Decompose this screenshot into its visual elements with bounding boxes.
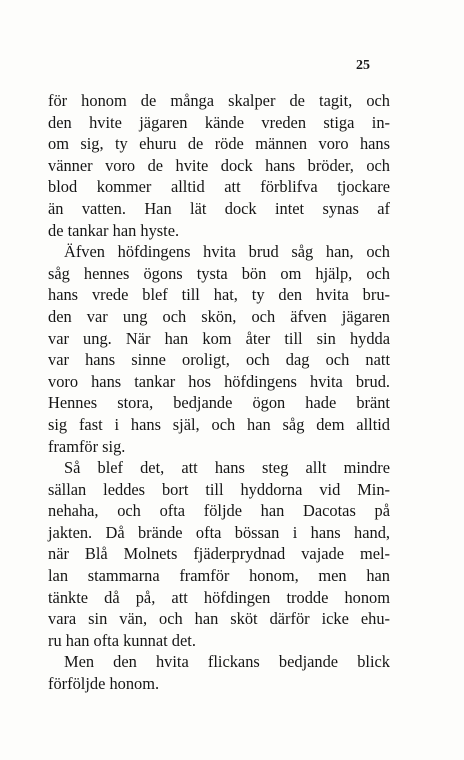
text-line: såg hennes ögons tysta bön om hjälp, och xyxy=(48,263,390,283)
text-line: voro hans tankar hos höfdingens hvita brud. xyxy=(48,371,390,391)
text-line: förföljde honom. xyxy=(48,674,160,694)
text-line: än vatten. Han lät dock intet synas af xyxy=(48,198,390,218)
text-line: den hvite jägaren kände vreden stiga in- xyxy=(48,112,390,132)
text-line: vänner voro de hvite dock hans bröder, och xyxy=(48,155,390,175)
text-line: om sig, ty ehuru de röde männen voro hans xyxy=(48,134,390,154)
paragraph xyxy=(48,241,390,457)
text-line: sällan leddes bort till hyddorna vid Min- xyxy=(48,479,390,499)
text-line: ru han ofta kunnat det. xyxy=(48,630,196,650)
text-line: den var ung och skön, och äfven jägaren xyxy=(48,306,390,326)
text-line: blod kommer alltid att förblifva tjockare xyxy=(48,177,390,197)
text-line: jakten. Då brände ofta bössan i hans hand, xyxy=(48,522,390,542)
paragraph xyxy=(48,651,390,694)
page-number: 25 xyxy=(356,58,370,73)
text-line: de tankar han hyste. xyxy=(48,220,180,240)
text-line: lan stammarna framför honom, men han xyxy=(48,566,390,586)
text-line: vara sin vän, och han sköt därför icke ehu- xyxy=(48,609,390,629)
text-line: Äfven höfdingens hvita brud såg han, och xyxy=(64,242,390,262)
paragraph xyxy=(48,90,390,241)
body-text xyxy=(48,90,390,695)
text-line: när Blå Molnets fjäderprydnad vajade mel- xyxy=(48,544,390,564)
text-line: var hans sinne oroligt, och dag och natt xyxy=(48,350,390,370)
text-line: tänkte då på, att höfdingen trodde honom xyxy=(48,587,390,607)
text-line: sig fast i hans själ, och han såg dem alltid xyxy=(48,414,390,434)
text-line: hans vrede blef till hat, ty den hvita bru- xyxy=(48,285,390,305)
text-line: Men den hvita flickans bedjande blick xyxy=(64,652,390,672)
text-line: för honom de många skalper de tagit, och xyxy=(48,91,390,110)
text-line: Så blef det, att hans steg allt mindre xyxy=(64,458,390,478)
text-line: framför sig. xyxy=(48,436,126,456)
text-line: Hennes stora, bedjande ögon hade bränt xyxy=(48,393,390,413)
text-line: var ung. När han kom åter till sin hydda xyxy=(48,328,390,348)
paragraph xyxy=(48,457,390,651)
text-line: nehaha, och ofta följde han Dacotas på xyxy=(48,501,390,521)
